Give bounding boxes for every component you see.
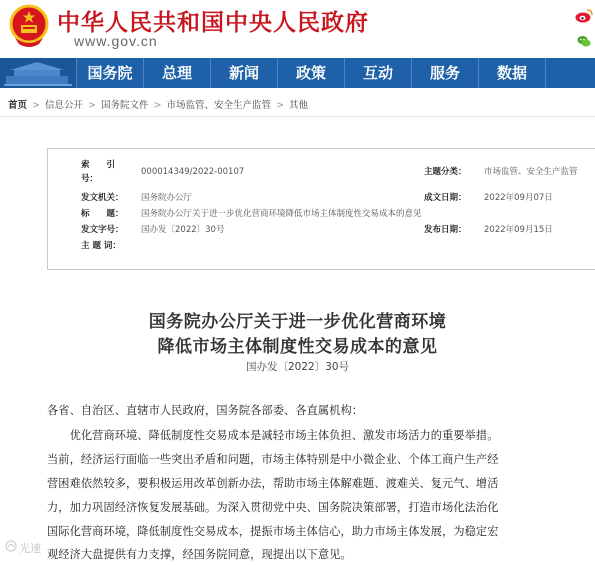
body-line: 观经济大盘提供有力支撑，经国务院同意，现提出以下意见。: [47, 548, 352, 561]
breadcrumb-separator: >: [275, 100, 284, 111]
body-line: 当前，经济运行面临一些突出矛盾和问题，市场主体特别是中小微企业、个体工商户生产经: [47, 453, 499, 466]
document-number: 国办发〔2022〕30号: [245, 361, 350, 373]
index-value: 000014349/2022-00107: [141, 167, 245, 177]
main-nav: [0, 58, 595, 88]
document-title-line-2: 降低市场主体制度性交易成本的意见: [157, 337, 438, 357]
breadcrumb: [8, 97, 308, 111]
nav-item-interaction[interactable]: 互动: [345, 58, 412, 88]
salutation: 各省、自治区、直辖市人民政府，国务院各部委、各直属机构：: [47, 404, 364, 417]
published-date-value: 2022年09月15日: [484, 225, 553, 235]
nav-item-premier[interactable]: 总理: [144, 58, 211, 88]
doc-number-label: 发文字号：: [81, 225, 124, 235]
breadcrumb-item-market-regulation[interactable]: 市场监管、安全生产监管: [166, 100, 271, 111]
weibo-icon[interactable]: [575, 8, 593, 23]
national-emblem-icon[interactable]: [9, 4, 49, 50]
breadcrumb-separator: >: [32, 100, 40, 111]
keywords-label: 主 题 词：: [81, 241, 121, 251]
site-url[interactable]: www.gov.cn: [74, 33, 158, 49]
created-date-value: 2022年09月07日: [484, 193, 553, 203]
breadcrumb-separator: >: [88, 100, 96, 111]
index-label: 索 引: [81, 160, 116, 170]
nav-item-policy[interactable]: 政策: [278, 58, 345, 88]
breadcrumb-separator: >: [153, 100, 162, 111]
issuer-label: 发文机关：: [81, 193, 124, 203]
document-title-line-1: 国务院办公厅关于进一步优化营商环境: [148, 312, 447, 332]
body-line: 力，加力巩固经济恢复发展基础。为深入贯彻党中央、国务院决策部署，打造市场化法治化: [47, 501, 499, 514]
watermark-text: 光速: [19, 542, 41, 555]
breadcrumb-item-info-disclosure[interactable]: 信息公开: [44, 100, 83, 111]
site-title[interactable]: 中华人民共和国中央人民政府: [57, 9, 369, 36]
wechat-icon[interactable]: [577, 34, 591, 48]
document-metadata-table: [47, 148, 595, 270]
published-date-label: 发布日期：: [424, 225, 467, 235]
index-label-suffix: 号：: [81, 174, 99, 184]
tiananmen-silhouette-icon: [0, 58, 76, 88]
watermark-logo-icon: [5, 540, 17, 552]
site-header: [0, 0, 595, 58]
category-label: 主题分类：: [424, 167, 467, 177]
body-line: 营困难依然较多，要积极运用改革创新办法，帮助市场主体解难题、渡难关、复元气、增活: [47, 477, 499, 490]
body-line: 优化营商环境、降低制度性交易成本是减轻市场主体负担、激发市场活力的重要举措。: [47, 429, 499, 442]
breadcrumb-item-state-council-docs[interactable]: 国务院文件: [100, 100, 149, 111]
breadcrumb-divider: [0, 116, 595, 117]
issuer-value: 国务院办公厅: [141, 193, 193, 203]
nav-item-news[interactable]: 新闻: [211, 58, 278, 88]
category-value: 市场监管、安全生产监管: [484, 167, 578, 177]
doc-number-value: 国办发〔2022〕30号: [141, 225, 225, 235]
nav-item-state-council[interactable]: 国务院: [76, 58, 144, 88]
breadcrumb-item-other[interactable]: 其他: [288, 100, 308, 111]
title-label: 标 题：: [81, 209, 124, 219]
nav-item-services[interactable]: 服务: [412, 58, 479, 88]
breadcrumb-home[interactable]: 首页: [8, 100, 28, 111]
nav-item-data[interactable]: 数据: [479, 58, 546, 88]
created-date-label: 成文日期：: [424, 193, 467, 203]
title-value: 国务院办公厅关于进一步优化营商环境降低市场主体制度性交易成本的意见: [141, 209, 422, 219]
body-line: 国际化营商环境，降低制度性交易成本，提振市场主体信心，助力市场主体发展，为稳定宏: [47, 525, 499, 538]
